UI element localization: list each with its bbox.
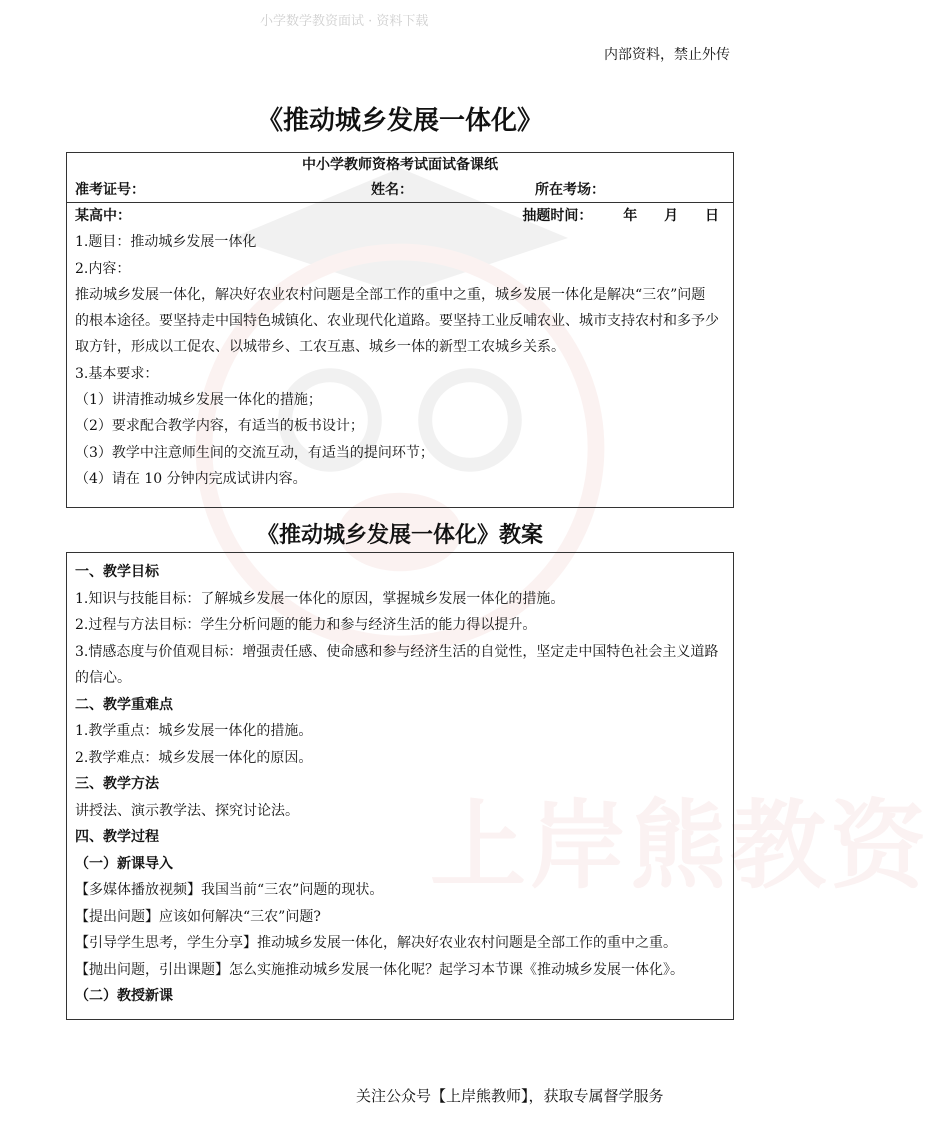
faint-header-text: 小学数学教资面试 · 资料下载 xyxy=(260,14,429,29)
confidential-notice: 内部资料，禁止外传 xyxy=(604,47,730,63)
year-label: 年 xyxy=(623,208,638,224)
plan-line: 2.教学难点：城乡发展一体化的原因。 xyxy=(75,749,313,766)
form-line: （2）要求配合教学内容，有适当的板书设计； xyxy=(75,418,364,435)
school-draw-time-row xyxy=(67,203,733,229)
plan-heading: 二、教学重难点 xyxy=(75,696,173,713)
form-line: （1）讲清推动城乡发展一体化的措施； xyxy=(75,392,322,409)
plan-line: 【抛出问题，引出课题】怎么实施推动城乡发展一体化呢？起学习本节课《推动城乡发展一体化》。 xyxy=(75,961,684,978)
form-line: 2.内容： xyxy=(75,260,131,277)
plan-subheading: （一）新课导入 xyxy=(75,855,173,872)
lesson-plan-box xyxy=(66,552,734,1020)
form-line: 的根本途径。要坚持走中国特色城镇化、农业现代化道路。要坚持工业反哺农业、城市支持农村和多予少 xyxy=(75,313,719,330)
lesson-plan-title: 《推动城乡发展一体化》教案 xyxy=(256,523,543,548)
plan-line: 1.知识与技能目标：了解城乡发展一体化的原因，掌握城乡发展一体化的措施。 xyxy=(75,590,565,607)
plan-line: 1.教学重点：城乡发展一体化的措施。 xyxy=(75,723,313,739)
venue-label: 所在考场： xyxy=(535,182,605,198)
form-line: 取方针，形成以工促农、以城带乡、工农互惠、城乡一体的新型工农城乡关系。 xyxy=(75,339,565,356)
candidate-info-row xyxy=(67,178,733,203)
plan-line: 讲授法、演示教学法、探究讨论法。 xyxy=(75,802,299,819)
form-line: （3）教学中注意师生间的交流互动，有适当的提问环节； xyxy=(75,444,434,461)
month-label: 月 xyxy=(664,208,679,224)
plan-line: 【引导学生思考，学生分享】推动城乡发展一体化，解决好农业农村问题是全部工作的重中之重。 xyxy=(75,935,677,951)
page-title: 《推动城乡发展一体化》 xyxy=(256,106,543,136)
plan-line: 【提出问题】应该如何解决“三农”问题? xyxy=(75,908,321,925)
plan-heading: 四、教学过程 xyxy=(75,829,159,845)
name-label: 姓名： xyxy=(371,182,413,198)
school-label: 某高中： xyxy=(75,208,131,224)
plan-line: 【多媒体播放视频】我国当前“三农”问题的现状。 xyxy=(75,882,384,898)
form-heading: 中小学教师资格考试面试备课纸 xyxy=(302,157,498,173)
plan-heading: 一、教学目标 xyxy=(75,564,159,580)
form-line: 推动城乡发展一体化，解决好农业农村问题是全部工作的重中之重，城乡发展一体化是解决“三农”问题 xyxy=(75,286,706,303)
plan-subheading: （二）教授新课 xyxy=(75,988,173,1004)
form-line: 1.题目：推动城乡发展一体化 xyxy=(75,234,257,251)
day-label: 日 xyxy=(705,208,719,224)
footer-promo: 关注公众号【上岸熊教师】，获取专属督学服务 xyxy=(356,1087,664,1105)
form-line: 3.基本要求： xyxy=(75,365,159,382)
prep-form xyxy=(66,152,734,508)
plan-line: 的信心。 xyxy=(75,670,131,686)
draw-time xyxy=(522,203,725,229)
plan-line: 2.过程与方法目标：学生分析问题的能力和参与经济生活的能力得以提升。 xyxy=(75,617,537,633)
brand-watermark: 上岸熊教资 xyxy=(430,790,930,902)
plan-heading: 三、教学方法 xyxy=(75,776,159,792)
draw-time-label: 抽题时间： xyxy=(522,208,593,224)
form-line: （4）请在 10 分钟内完成试讲内容。 xyxy=(75,470,307,487)
plan-line: 3.情感态度与价值观目标：增强责任感、使命感和参与经济生活的自觉性，坚定走中国特色社会主义道路 xyxy=(75,643,719,660)
exam-number-label: 准考证号： xyxy=(75,182,145,198)
